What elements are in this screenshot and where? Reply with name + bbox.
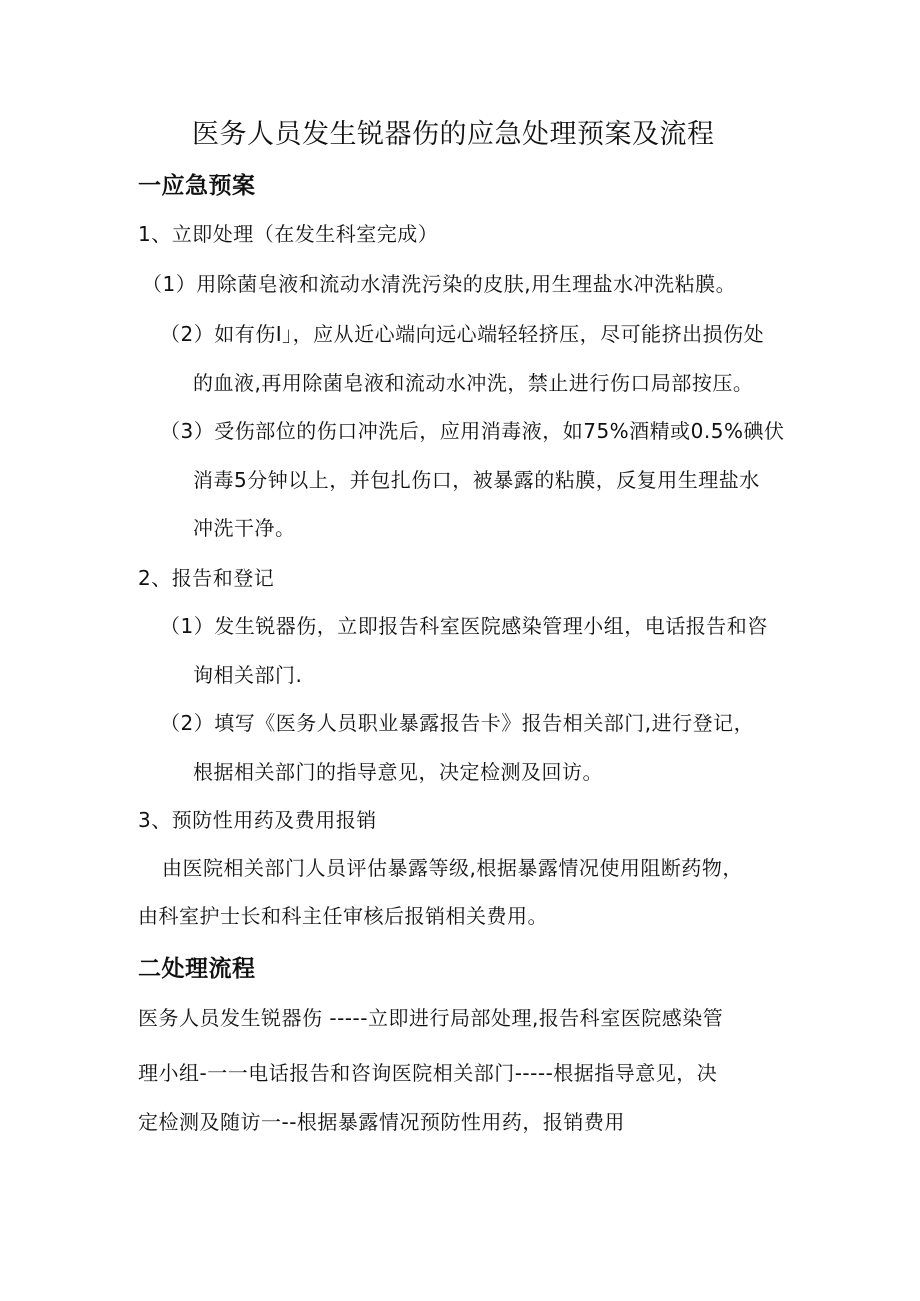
section-heading-process-flow: 二处理流程 bbox=[138, 956, 256, 982]
item-heading-report-register: 2、报告和登记 bbox=[138, 566, 275, 590]
process-flow-line2: 理小组-一一电话报告和咨询医院相关部门-----根据指导意见，决 bbox=[138, 1061, 718, 1085]
paragraph-2-1-line2: 询相关部门. bbox=[193, 663, 303, 687]
paragraph-1-2-line2: 的血液,再用除菌皂液和流动水冲洗，禁止进行伤口局部按压。 bbox=[193, 371, 754, 395]
process-flow-line3: 定检测及随访一--根据暴露情况预防性用药，报销费用 bbox=[138, 1110, 625, 1134]
paragraph-1-3-line1: （3）受伤部位的伤口冲洗后，应用消毒液，如75%酒精或0.5%碘伏 bbox=[160, 419, 785, 443]
paragraph-1-3-line3: 冲洗干净。 bbox=[193, 516, 296, 540]
paragraph-1-2-line1: （2）如有伤I」，应从近心端向远心端轻轻挤压，尽可能挤出损伤处 bbox=[160, 322, 765, 346]
paragraph-1-3-line2: 消毒5分钟以上，并包扎伤口，被暴露的粘膜，反复用生理盐水 bbox=[193, 468, 760, 492]
paragraph-2-2-line2: 根据相关部门的指导意见，决定检测及回访。 bbox=[193, 760, 603, 784]
document-title: 医务人员发生锐器伤的应急处理预案及流程 bbox=[192, 119, 715, 150]
paragraph-1-1: （1）用除菌皂液和流动水清洗污染的皮肤,用生理盐水冲洗粘膜。 bbox=[142, 272, 737, 296]
item-heading-immediate-treatment: 1、立即处理（在发生科室完成） bbox=[138, 222, 439, 246]
process-flow-line1: 医务人员发生锐器伤 -----立即进行局部处理,报告科室医院感染管 bbox=[138, 1006, 724, 1030]
paragraph-2-1-line1: （1）发生锐器伤，立即报告科室医院感染管理小组，电话报告和咨 bbox=[160, 614, 768, 638]
item-heading-preventive-medication: 3、预防性用药及费用报销 bbox=[138, 808, 377, 832]
section-heading-emergency-plan: 一应急预案 bbox=[138, 173, 256, 199]
paragraph-3-line2: 由科室护士长和科主任审核后报销相关费用。 bbox=[138, 904, 548, 928]
paragraph-2-2-line1: （2）填写《医务人员职业暴露报告卡》报告相关部门,进行登记， bbox=[160, 711, 755, 735]
paragraph-3-line1: 由医院相关部门人员评估暴露等级,根据暴露情况使用阻断药物， bbox=[162, 856, 743, 880]
